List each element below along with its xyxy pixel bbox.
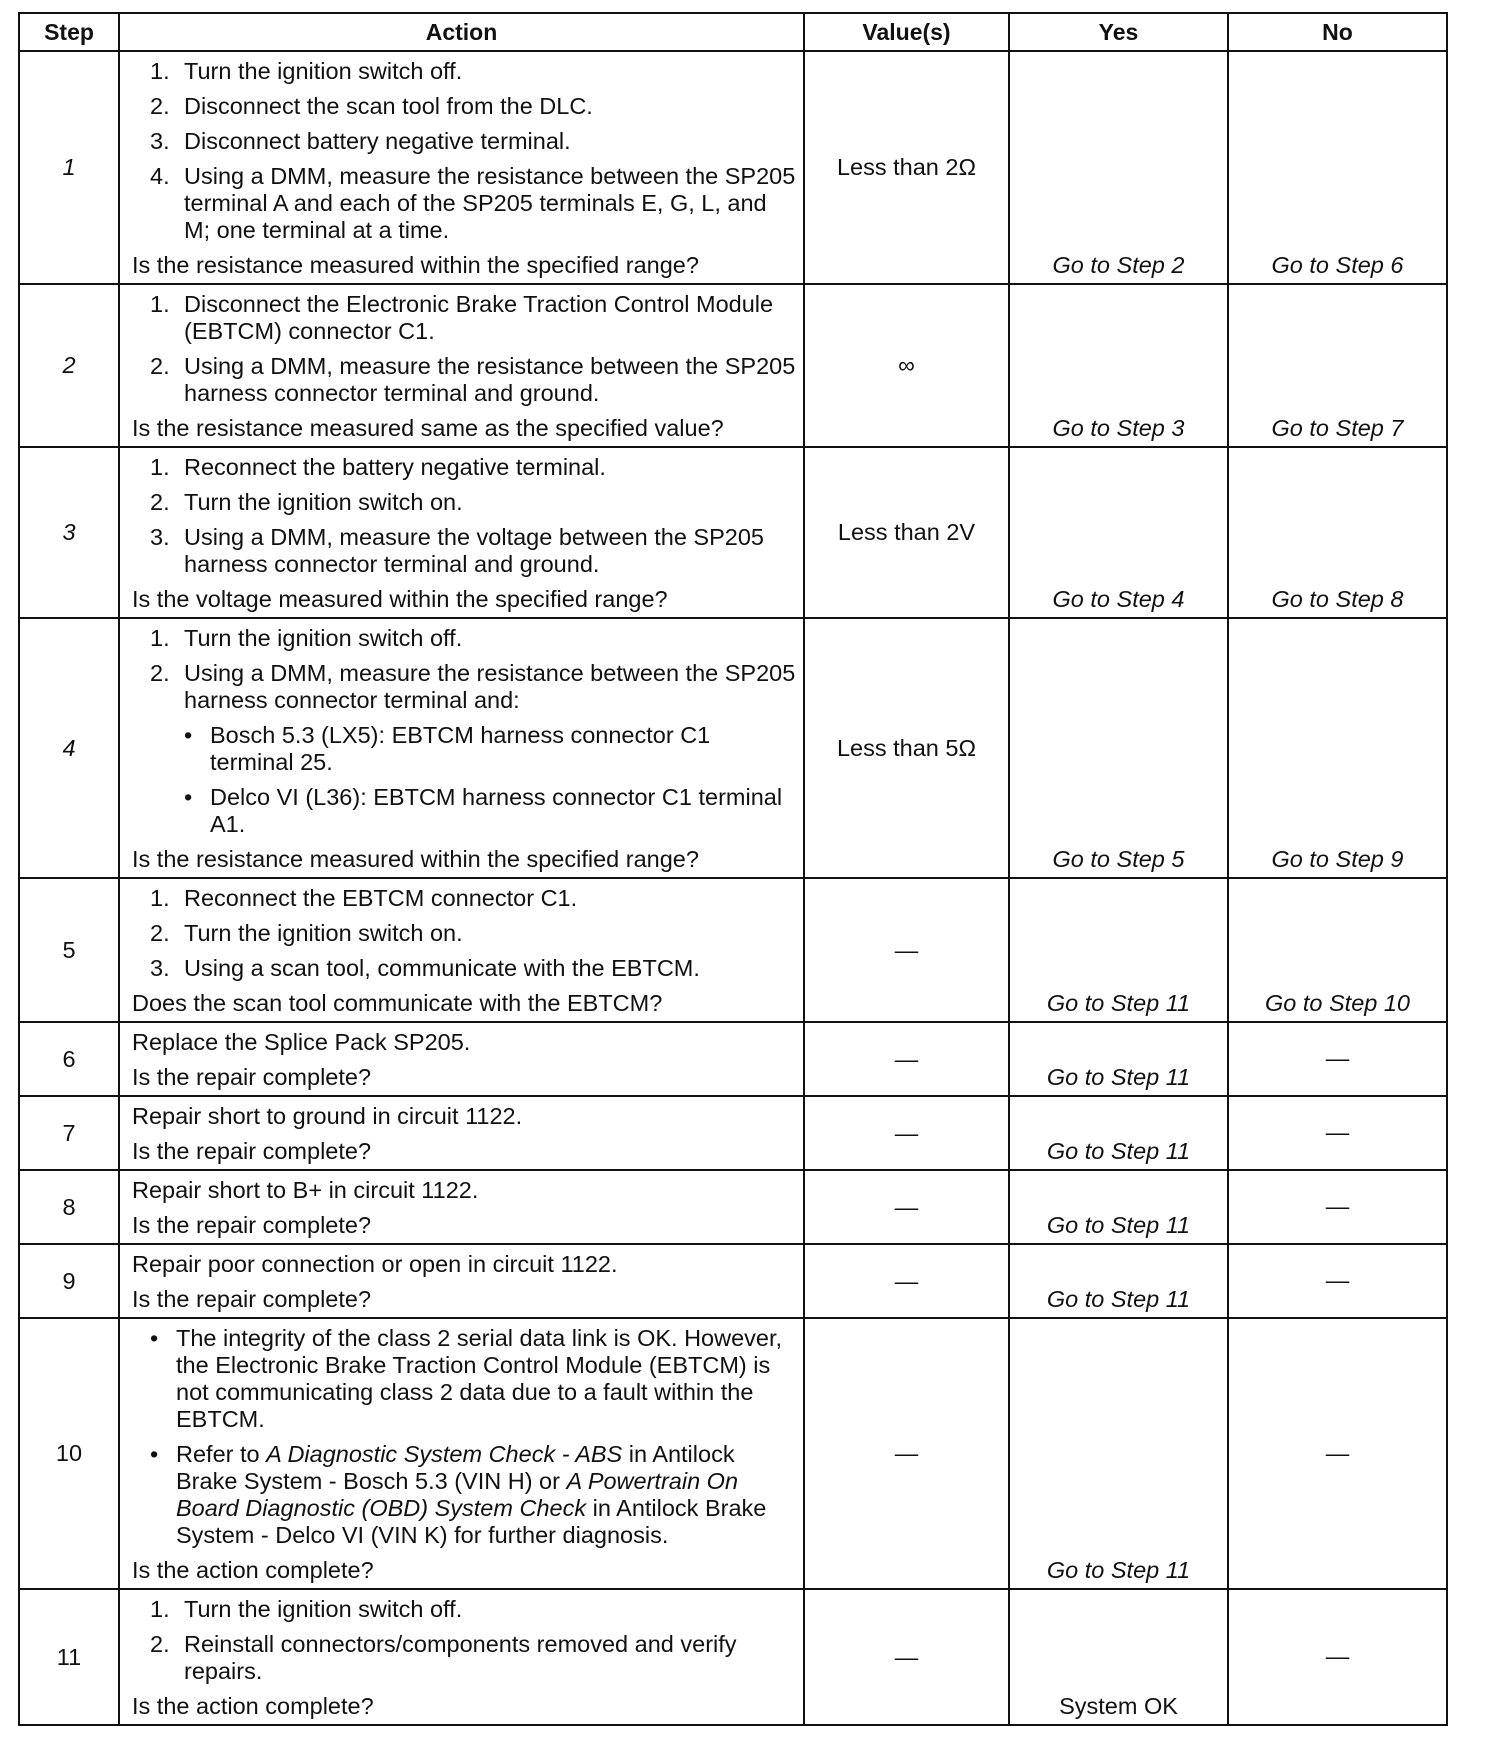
step-number: 6 <box>19 1022 119 1096</box>
list-item: 1. Reconnect the battery negative terminal. <box>150 454 606 480</box>
question: Is the action complete? <box>132 1693 374 1719</box>
value-cell: — <box>804 1244 1009 1318</box>
list-item: 3. Using a scan tool, communicate with the EBTCM. <box>150 955 700 981</box>
value-cell: — <box>804 1022 1009 1096</box>
list-item: 2. Using a DMM, measure the resistance between the SP205 harness connector terminal and: <box>150 660 796 713</box>
no-cell <box>1228 878 1447 1022</box>
no-value: — <box>1325 1045 1350 1071</box>
question: Is the repair complete? <box>132 1064 372 1090</box>
step-number: 10 <box>19 1318 119 1589</box>
list-item: 2. Turn the ignition switch on. <box>150 489 463 515</box>
no-cell <box>1228 618 1447 878</box>
question: Is the resistance measured same as the specified value? <box>132 415 724 441</box>
yes-link[interactable]: Go to Step 11 <box>1046 990 1191 1016</box>
list-item: 4. Using a DMM, measure the resistance between the SP205 terminal A and each of the SP205 terminals E, G, L, and M; one terminal at a time. <box>150 163 796 243</box>
table-row <box>19 1022 1447 1096</box>
header-action: Action <box>119 13 804 51</box>
yes-link[interactable]: Go to Step 4 <box>1052 586 1185 612</box>
yes-link[interactable]: Go to Step 2 <box>1052 252 1185 278</box>
action-text: Repair poor connection or open in circuit 1122. <box>132 1251 618 1277</box>
action-cell <box>119 284 804 447</box>
yes-cell <box>1009 284 1228 447</box>
value-cell: — <box>804 1589 1009 1725</box>
value-cell: ∞ <box>804 284 1009 447</box>
yes-link[interactable]: Go to Step 11 <box>1046 1212 1191 1238</box>
step-number: 4 <box>19 618 119 878</box>
no-value: — <box>1325 1119 1350 1145</box>
question: Is the repair complete? <box>132 1286 372 1312</box>
table-row <box>19 447 1447 618</box>
list-item: 1. Turn the ignition switch off. <box>150 625 463 651</box>
reference-link: A Diagnostic System Check - ABS <box>266 1441 623 1467</box>
table-row <box>19 1096 1447 1170</box>
list-item: 1. Turn the ignition switch off. <box>150 58 463 84</box>
yes-cell <box>1009 1589 1228 1725</box>
no-link[interactable]: Go to Step 9 <box>1271 846 1404 872</box>
value-cell: Less than 2Ω <box>804 51 1009 284</box>
action-cell <box>119 1022 804 1096</box>
no-value: — <box>1325 1193 1350 1219</box>
no-value: — <box>1325 1267 1350 1293</box>
header-row <box>19 13 1447 51</box>
yes-cell <box>1009 618 1228 878</box>
table-row <box>19 284 1447 447</box>
no-cell <box>1228 284 1447 447</box>
no-link[interactable]: Go to Step 6 <box>1271 252 1404 278</box>
action-text: Repair short to ground in circuit 1122. <box>132 1103 523 1129</box>
no-cell <box>1228 1589 1447 1725</box>
step-number: 7 <box>19 1096 119 1170</box>
no-value: — <box>1325 1439 1350 1466</box>
value-cell: Less than 5Ω <box>804 618 1009 878</box>
value-cell: — <box>804 1170 1009 1244</box>
action-cell <box>119 1318 804 1589</box>
table-row <box>19 1170 1447 1244</box>
step-number: 1 <box>19 51 119 284</box>
list-item: 1. Reconnect the EBTCM connector C1. <box>150 885 578 911</box>
yes-cell <box>1009 447 1228 618</box>
table-row <box>19 1318 1447 1589</box>
no-link[interactable]: Go to Step 10 <box>1264 990 1411 1016</box>
yes-cell <box>1009 1170 1228 1244</box>
no-link[interactable]: Go to Step 7 <box>1271 415 1404 441</box>
no-cell <box>1228 1096 1447 1170</box>
question: Does the scan tool communicate with the EBTCM? <box>132 990 663 1016</box>
bullet-item: • Bosch 5.3 (LX5): EBTCM harness connector C1 terminal 25. <box>184 722 711 775</box>
yes-cell <box>1009 51 1228 284</box>
no-cell <box>1228 1170 1447 1244</box>
question: Is the resistance measured within the specified range? <box>132 846 699 872</box>
yes-cell <box>1009 1318 1228 1589</box>
step-number: 3 <box>19 447 119 618</box>
yes-cell <box>1009 1096 1228 1170</box>
header-step: Step <box>19 13 119 51</box>
table-row <box>19 618 1447 878</box>
yes-cell <box>1009 1244 1228 1318</box>
yes-cell <box>1009 1022 1228 1096</box>
header-no: No <box>1228 13 1447 51</box>
question: Is the resistance measured within the specified range? <box>132 252 699 278</box>
no-cell <box>1228 447 1447 618</box>
no-cell <box>1228 1022 1447 1096</box>
table-row <box>19 1244 1447 1318</box>
no-link[interactable]: Go to Step 8 <box>1271 586 1404 612</box>
yes-link[interactable]: Go to Step 11 <box>1046 1286 1191 1312</box>
yes-result: System OK <box>1059 1693 1178 1719</box>
action-cell <box>119 51 804 284</box>
reference-link: A Powertrain On Board Diagnostic (OBD) System Check <box>176 1468 739 1521</box>
header-values: Value(s) <box>804 13 1009 51</box>
no-cell <box>1228 51 1447 284</box>
action-cell <box>119 878 804 1022</box>
no-cell <box>1228 1318 1447 1589</box>
step-number: 8 <box>19 1170 119 1244</box>
yes-link[interactable]: Go to Step 11 <box>1046 1557 1191 1583</box>
action-text: Repair short to B+ in circuit 1122. <box>132 1177 479 1203</box>
yes-link[interactable]: Go to Step 3 <box>1052 415 1185 441</box>
question: Is the voltage measured within the specified range? <box>132 586 668 612</box>
question: Is the repair complete? <box>132 1212 372 1238</box>
bullet-item: • Delco VI (L36): EBTCM harness connector C1 terminal A1. <box>184 784 783 837</box>
question: Is the repair complete? <box>132 1138 372 1164</box>
step-number: 2 <box>19 284 119 447</box>
list-item: 1. Turn the ignition switch off. <box>150 1596 463 1622</box>
list-item: 1. Disconnect the Electronic Brake Traction Control Module (EBTCM) connector C1. <box>150 291 774 344</box>
question: Is the action complete? <box>132 1557 374 1583</box>
value-cell: Less than 2V <box>804 447 1009 618</box>
bullet-item: • Refer to A Diagnostic System Check - ABS in Antilock Brake System - Bosch 5.3 (VIN H) or A Powertrain On Board Diagnostic (OBD) System Check in Antilock Brake System - Delco VI (VIN K) for further diagnosis. <box>150 1441 767 1548</box>
action-cell <box>119 1244 804 1318</box>
action-cell <box>119 1170 804 1244</box>
list-item: 2. Disconnect the scan tool from the DLC. <box>150 93 593 119</box>
bullet-item: • The integrity of the class 2 serial data link is OK. However, the Electronic Brake Traction Control Module (EBTCM) is not communicating class 2 data due to a fault within the EBTCM. <box>150 1325 783 1432</box>
action-text: Replace the Splice Pack SP205. <box>132 1029 471 1055</box>
list-item: 3. Disconnect battery negative terminal. <box>150 128 571 154</box>
table-row <box>19 1589 1447 1725</box>
list-item: 2. Turn the ignition switch on. <box>150 920 463 946</box>
header-yes: Yes <box>1009 13 1228 51</box>
action-cell <box>119 447 804 618</box>
yes-cell <box>1009 878 1228 1022</box>
value-cell: — <box>804 1318 1009 1589</box>
yes-link[interactable]: Go to Step 11 <box>1046 1064 1191 1090</box>
diagnostic-table <box>18 12 1448 1726</box>
step-number: 11 <box>19 1589 119 1725</box>
value-cell: — <box>804 1096 1009 1170</box>
no-value: — <box>1325 1643 1350 1669</box>
list-item: 2. Reinstall connectors/components removed and verify repairs. <box>150 1631 737 1684</box>
table-row <box>19 51 1447 284</box>
action-cell <box>119 1096 804 1170</box>
step-number: 5 <box>19 878 119 1022</box>
list-item: 2. Using a DMM, measure the resistance between the SP205 harness connector terminal and ground. <box>150 353 796 406</box>
table-row <box>19 878 1447 1022</box>
action-cell <box>119 618 804 878</box>
yes-link[interactable]: Go to Step 5 <box>1052 846 1185 872</box>
yes-link[interactable]: Go to Step 11 <box>1046 1138 1191 1164</box>
value-cell: — <box>804 878 1009 1022</box>
no-cell <box>1228 1244 1447 1318</box>
step-number: 9 <box>19 1244 119 1318</box>
list-item: 3. Using a DMM, measure the voltage between the SP205 harness connector terminal and ground. <box>150 524 764 577</box>
action-cell <box>119 1589 804 1725</box>
